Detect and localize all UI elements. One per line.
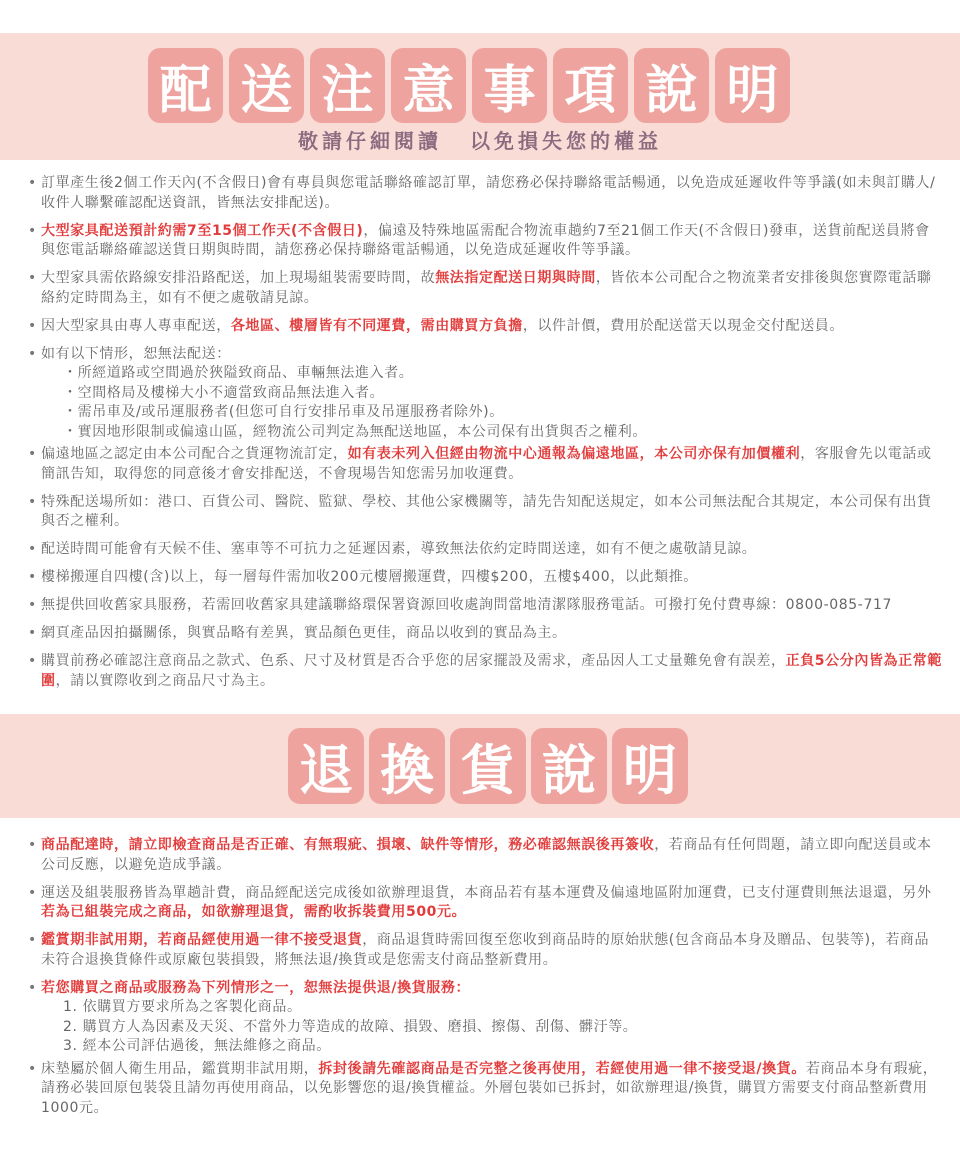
text-segment: ，商品退貨時需回復至您收到商品時的原始狀態(包含商品本身及贈品、包裝等)，若商品未符合退換貨條件或原廠包裝損毀，將無法退/換貨或是您需支付商品整新費用。 <box>41 932 930 968</box>
item-text <box>41 540 942 560</box>
text-segment: ，客服會先以電話或簡訊告知，取得您的同意後才會安排配送，不會現場告知您需另加收運費。 <box>41 446 932 482</box>
returns-list <box>28 836 942 1127</box>
title-char-tile: 配 <box>148 48 223 123</box>
sub-item: ・需吊車及/或吊運服務者(但您可自行安排吊車及吊運服務者除外)。 <box>63 404 504 420</box>
item-text <box>41 174 942 213</box>
text-segment: ，以件計價，費用於配送當天以現金交付配送員。 <box>522 317 845 334</box>
highlight-text: 若您購買之商品或服務為下列情形之一，恕無法提供退/換貨服務： <box>41 979 471 996</box>
item-text <box>41 1060 942 1119</box>
list-item <box>28 1060 942 1119</box>
text-segment: 配送時間可能會有天候不佳、塞車等不可抗力之延遲因素，導致無法依約定時間送達，如有不便之處敬請見諒。 <box>41 541 757 557</box>
text-segment: 大型家具需依路線安排沿路配送，加上現場組裝需要時間，故 <box>41 270 436 286</box>
text-segment: ，請以實際收到之商品尺寸為主。 <box>55 672 275 689</box>
sub-item: ・空間格局及樓梯大小不適當致商品無法進入者。 <box>63 384 385 401</box>
title-char-tile: 明 <box>612 728 688 804</box>
item-text <box>41 624 942 644</box>
list-item <box>28 652 942 691</box>
sub-item: 1. 依購買方要求所為之客製化商品。 <box>63 999 302 1015</box>
highlight-text: 鑑賞期非試用期，若商品經使用過一律不接受退貨 <box>41 932 363 948</box>
title-char-tile: 注 <box>310 48 385 123</box>
item-text <box>41 222 942 261</box>
item-text <box>41 493 942 532</box>
item-text <box>41 596 942 616</box>
item-text <box>41 317 942 337</box>
subtitle-part: 敬請仔細閱讀 <box>298 129 442 153</box>
list-item <box>28 317 942 337</box>
highlight-text: 正負5公分內皆為正常範圍 <box>41 653 942 689</box>
title-char-tile: 說 <box>634 48 709 123</box>
title-char-tile: 項 <box>553 48 628 123</box>
text-segment: 運送及組裝服務皆為單趟計費，商品經配送完成後如欲辦理退貨，本商品若有基本運費及偏遠地區附加運費，已支付運費則無法退還，另外 <box>41 884 932 901</box>
delivery-title <box>148 48 790 123</box>
list-item <box>28 493 942 532</box>
title-char-tile: 退 <box>288 728 364 804</box>
list-item <box>28 568 942 588</box>
text-segment: 若商品本身有瑕疵，請務必裝回原包裝袋且請勿再使用商品，以免影響您的退/換貨權益。外層包裝如已拆封，如欲辦理退/換貨，購買方需要支付商品整新費用1000元。 <box>41 1060 938 1116</box>
text-segment: ，若商品有任何問題，請立即向配送員或本公司反應，以避免造成爭議。 <box>41 837 932 873</box>
list-item <box>28 540 942 560</box>
returns-title <box>288 728 688 804</box>
item-text <box>41 568 942 588</box>
text-segment: ，皆依本公司配合之物流業者安排後與您實際電話聯絡約定時間為主，如有不便之處敬請見諒。 <box>41 270 932 306</box>
text-segment: 偏遠地區之認定由本公司配合之貨運物流訂定， <box>41 446 348 462</box>
title-char-tile: 說 <box>531 728 607 804</box>
text-segment: 因大型家具由專人專車配送， <box>41 317 231 334</box>
list-item <box>28 269 942 308</box>
highlight-text: 無法指定配送日期與時間 <box>435 270 596 286</box>
list-item <box>28 624 942 644</box>
title-char-tile: 意 <box>391 48 466 123</box>
text-segment: ，偏遠及特殊地區需配合物流車趟約7至21個工作天(不含假日)發車，送貨前配送員將會與您電話聯絡確認送貨日期與時間，請您務必保持聯絡電話暢通，以免造成延遲收件等爭議。 <box>41 222 930 258</box>
text-segment: 樓梯搬運自四樓(含)以上，每一層每件需加收200元樓層搬運費，四樓$200，五樓$400，以此類推。 <box>41 569 698 585</box>
list-item <box>28 222 942 261</box>
highlight-text: 如有表未列入但經由物流中心通報為偏遠地區，本公司亦保有加價權利 <box>347 446 801 462</box>
list-item <box>28 445 942 484</box>
text-segment: 無提供回收舊家具服務，若需回收舊家具建議聯絡環保署資源回收處詢問當地清潔隊服務電話。可撥打免付費專線：0800-085-717 <box>41 597 892 613</box>
highlight-text: 若為已組裝完成之商品，如欲辦理退貨，需酌收拆裝費用500元。 <box>41 904 467 920</box>
text-segment: 床墊屬於個人衛生用品，鑑賞期非試用期， <box>41 1060 319 1077</box>
highlight-text: 商品配達時，請立即檢查商品是否正確、有無瑕疵、損壞、缺件等情形，務必確認無誤後再簽收 <box>41 837 655 853</box>
text-segment: 訂單產生後2個工作天內(不含假日)會有專員與您電話聯絡確認訂單，請您務必保持聯絡電話暢通，以免造成延遲收件等爭議(如未與訂購人/收件人聯繫確認配送資訊，皆無法安排配送)。 <box>41 175 936 211</box>
text-segment: 如有以下情形，恕無法配送： <box>41 345 231 362</box>
item-text <box>41 836 942 875</box>
text-segment: 購買前務必確認注意商品之款式、色系、尺寸及材質是否合乎您的居家擺設及需求，產品因人工丈量難免會有誤差， <box>41 653 786 669</box>
list-item <box>28 836 942 875</box>
highlight-text: 大型家具配送預計約需7至15個工作天(不含假日) <box>41 222 364 239</box>
item-text <box>41 445 942 484</box>
highlight-text: 各地區、樓層皆有不同運費，需由購買方負擔 <box>230 317 523 334</box>
subtitle-part: 以免損失您的權益 <box>470 129 662 153</box>
item-text <box>41 345 942 365</box>
delivery-subtitle <box>0 125 960 154</box>
list-item <box>28 979 942 1057</box>
title-char-tile: 明 <box>715 48 790 123</box>
item-text <box>41 979 942 999</box>
title-char-tile: 送 <box>229 48 304 123</box>
delivery-notice-banner <box>0 33 960 160</box>
highlight-text: 拆封後請先確認商品是否完整之後再使用，若經使用過一律不接受退/換貨。 <box>318 1060 806 1077</box>
item-text <box>41 884 942 923</box>
text-segment: 特殊配送場所如：港口、百貨公司、醫院、監獄、學校、其他公家機關等，請先告知配送規定，如本公司無法配合其規定，本公司保有出貨與否之權利。 <box>41 493 932 529</box>
list-item <box>28 174 942 213</box>
list-item <box>28 931 942 970</box>
list-item <box>28 884 942 923</box>
delivery-notice-list <box>28 174 942 700</box>
item-text <box>41 931 942 970</box>
list-item <box>28 345 942 443</box>
list-item <box>28 596 942 616</box>
title-char-tile: 換 <box>369 728 445 804</box>
sub-item: ・所經道路或空間過於狹隘致商品、車輛無法進入者。 <box>63 365 414 381</box>
title-char-tile: 貨 <box>450 728 526 804</box>
returns-banner <box>0 714 960 818</box>
sub-item: 2. 購買方人為因素及天災、不當外力等造成的故障、損毀、磨損、擦傷、刮傷、髒汙等。 <box>63 1018 638 1035</box>
sub-item: 3. 經本公司評估過後，無法維修之商品。 <box>63 1038 331 1054</box>
sub-item: ・實因地形限制或偏遠山區，經物流公司判定為無配送地區，本公司保有出貨與否之權利。 <box>63 423 647 440</box>
item-text <box>41 652 942 691</box>
title-char-tile: 事 <box>472 48 547 123</box>
text-segment: 網頁產品因拍攝關係，與實品略有差異，實品顏色更佳，商品以收到的實品為主。 <box>41 625 567 641</box>
item-text <box>41 269 942 308</box>
